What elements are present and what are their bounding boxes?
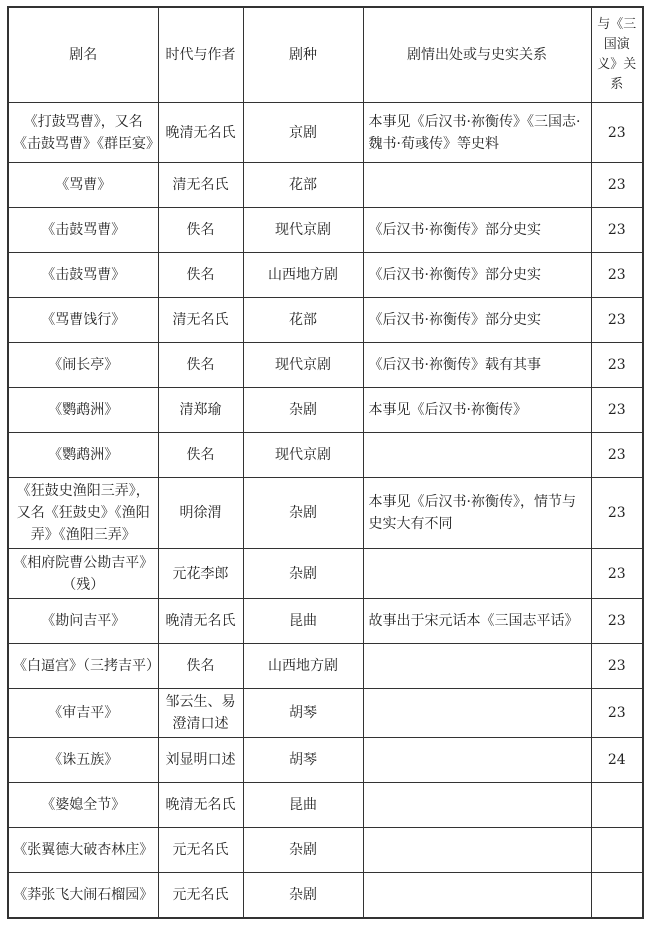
cell-genre: 现代京剧 [243,343,363,388]
cell-name: 《白逼宫》（三拷吉平） [8,644,158,689]
cell-era-author: 晚清无名氏 [158,599,243,644]
cell-era-author: 佚名 [158,208,243,253]
table-row [8,388,643,433]
cell-genre: 现代京剧 [243,208,363,253]
cell-name: 《相府院曹公勘吉平》（残） [8,549,158,599]
cell-source [363,783,591,828]
cell-relation: 23 [591,433,643,478]
cell-relation: 23 [591,388,643,433]
cell-name: 《鹦鹉洲》 [8,433,158,478]
cell-name: 《闹长亭》 [8,343,158,388]
cell-name: 《诛五族》 [8,738,158,783]
cell-source [363,433,591,478]
cell-genre: 山西地方剧 [243,253,363,298]
cell-era-author: 元无名氏 [158,873,243,919]
table-row [8,343,643,388]
table-row [8,689,643,738]
table-row [8,298,643,343]
cell-genre: 杂剧 [243,478,363,549]
cell-era-author: 元无名氏 [158,828,243,873]
table-row [8,103,643,163]
cell-relation [591,873,643,919]
cell-era-author: 清郑瑜 [158,388,243,433]
table-row [8,828,643,873]
table-row [8,433,643,478]
cell-relation: 23 [591,549,643,599]
cell-genre: 杂剧 [243,828,363,873]
table-row [8,163,643,208]
cell-name: 《勘问吉平》 [8,599,158,644]
header-relation: 与《三国演义》关系 [591,7,643,103]
cell-relation [591,828,643,873]
cell-name: 《莽张飞大闹石榴园》 [8,873,158,919]
cell-source: 故事出于宋元话本《三国志平话》 [363,599,591,644]
cell-source [363,689,591,738]
cell-source [363,644,591,689]
cell-genre: 胡琴 [243,689,363,738]
cell-name: 《婆媳全节》 [8,783,158,828]
cell-source: 本事见《后汉书·祢衡传》，情节与史实大有不同 [363,478,591,549]
cell-source: 《后汉书·祢衡传》部分史实 [363,298,591,343]
cell-name: 《张翼德大破杏林庄》 [8,828,158,873]
cell-era-author: 晚清无名氏 [158,103,243,163]
cell-name: 《击鼓骂曹》 [8,253,158,298]
cell-era-author: 晚清无名氏 [158,783,243,828]
cell-genre: 杂剧 [243,549,363,599]
header-row [8,7,643,103]
cell-name: 《骂曹饯行》 [8,298,158,343]
cell-genre: 花部 [243,163,363,208]
table-row [8,738,643,783]
table-row [8,478,643,549]
cell-era-author: 邹云生、易澄清口述 [158,689,243,738]
cell-name: 《审吉平》 [8,689,158,738]
cell-genre: 花部 [243,298,363,343]
drama-table [7,6,644,919]
cell-era-author: 刘显明口述 [158,738,243,783]
cell-name: 《击鼓骂曹》 [8,208,158,253]
cell-relation: 23 [591,103,643,163]
cell-era-author: 元花李郎 [158,549,243,599]
cell-genre: 现代京剧 [243,433,363,478]
cell-relation: 23 [591,163,643,208]
cell-source [363,163,591,208]
cell-genre: 山西地方剧 [243,644,363,689]
cell-name: 《骂曹》 [8,163,158,208]
cell-name: 《狂鼓史渔阳三弄》，又名《狂鼓史》《渔阳弄》《渔阳三弄》 [8,478,158,549]
table-row [8,599,643,644]
header-genre: 剧种 [243,7,363,103]
cell-name: 《打鼓骂曹》，又名《击鼓骂曹》《群臣宴》 [8,103,158,163]
cell-source: 本事见《后汉书·祢衡传》 [363,388,591,433]
cell-genre: 胡琴 [243,738,363,783]
cell-relation: 23 [591,298,643,343]
cell-relation: 23 [591,208,643,253]
cell-source: 本事见《后汉书·祢衡传》《三国志·魏书·荀彧传》等史料 [363,103,591,163]
cell-relation: 23 [591,253,643,298]
table-row [8,644,643,689]
cell-genre: 昆曲 [243,783,363,828]
cell-name: 《鹦鹉洲》 [8,388,158,433]
header-era-author: 时代与作者 [158,7,243,103]
cell-source: 《后汉书·祢衡传》部分史实 [363,208,591,253]
cell-source [363,873,591,919]
cell-era-author: 佚名 [158,433,243,478]
cell-genre: 杂剧 [243,388,363,433]
cell-era-author: 佚名 [158,644,243,689]
cell-source: 《后汉书·祢衡传》部分史实 [363,253,591,298]
table-row [8,208,643,253]
table-row [8,783,643,828]
cell-genre: 昆曲 [243,599,363,644]
cell-relation: 23 [591,478,643,549]
cell-era-author: 清无名氏 [158,298,243,343]
cell-genre: 杂剧 [243,873,363,919]
header-source: 剧情出处或与史实关系 [363,7,591,103]
cell-relation: 23 [591,689,643,738]
cell-relation: 23 [591,644,643,689]
table-body [8,103,643,919]
cell-era-author: 佚名 [158,253,243,298]
cell-relation: 23 [591,343,643,388]
cell-source [363,828,591,873]
table-row [8,873,643,919]
cell-source [363,738,591,783]
cell-era-author: 佚名 [158,343,243,388]
cell-relation: 24 [591,738,643,783]
table-row [8,549,643,599]
cell-era-author: 清无名氏 [158,163,243,208]
cell-era-author: 明徐渭 [158,478,243,549]
cell-relation: 23 [591,599,643,644]
cell-genre: 京剧 [243,103,363,163]
table-row [8,253,643,298]
cell-source: 《后汉书·祢衡传》载有其事 [363,343,591,388]
header-name: 剧名 [8,7,158,103]
drama-table-wrapper [7,6,644,919]
cell-relation [591,783,643,828]
cell-source [363,549,591,599]
